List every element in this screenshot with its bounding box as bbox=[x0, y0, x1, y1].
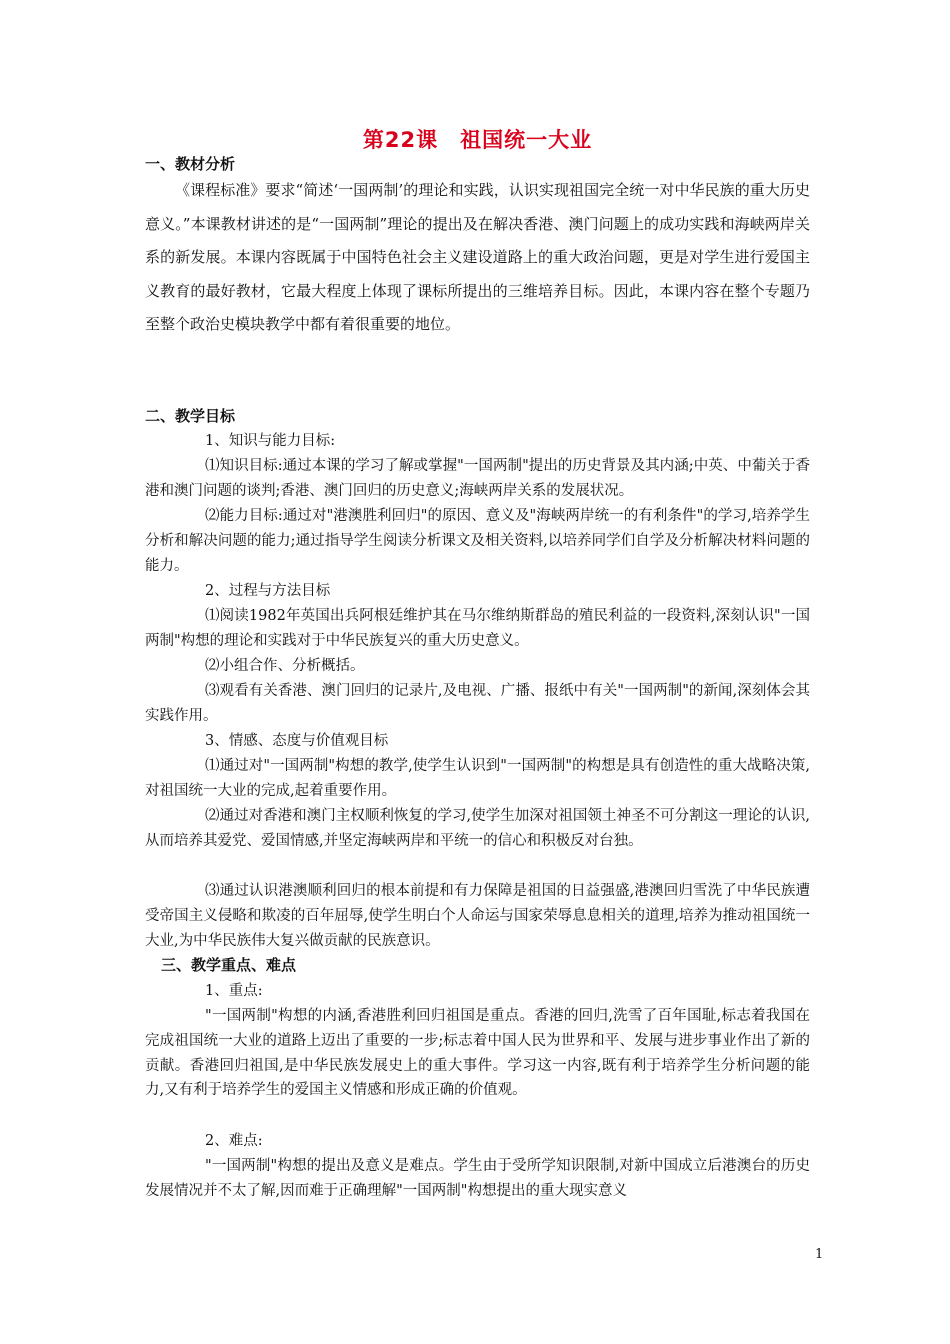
section-heading-1: 一、教材分析 bbox=[145, 155, 236, 173]
paragraph-analysis: 《课程标准》要求“简述‘一国两制’的理论和实践，认识实现祖国完全统一对中华民族的重大历史意义。”本课教材讲述的是“一国两制”理论的提出及在解决香港、澳门问题上的成功实践和海峡两岸关系的新发展。本课内容既属于中国特色社会主义建设道路上的重大政治问题，更是对学生进行爱国主义教育的最好教材，它最大程度上体现了课标所提出的三维培养目标。因此，本课内容在整个专题乃至整个政治史模块教学中都有着很重要的地位。 bbox=[145, 181, 810, 333]
goal-paragraph: ⑵能力目标:通过对"港澳胜利回归"的原因、意义及"海峡两岸统一的有利条件"的学习,培养学生分析和解决问题的能力;通过指导学生阅读分析课文及相关资料,以培养同学们自学及分析解决材料问题的能力。 bbox=[145, 508, 810, 574]
page-title: 第22课 祖国统一大业 bbox=[362, 128, 593, 152]
goal-paragraph: ⑵通过对香港和澳门主权顺利恢复的学习,使学生加深对祖国领土神圣不可分割这一理论的认识,从而培养其爱党、爱国情感,并坚定海峡两岸和平统一的信心和积极反对台独。 bbox=[145, 808, 810, 849]
goal-heading-2: 2、过程与方法目标 bbox=[205, 583, 331, 599]
section-heading-2: 二、教学目标 bbox=[145, 407, 236, 425]
goal-paragraph: ⑴阅读1982年英国出兵阿根廷维护其在马尔维纳斯群岛的殖民利益的一段资料,深刻认识"一国两制"构想的理论和实践对于中华民族复兴的重大历史意义。 bbox=[145, 608, 810, 649]
goal-paragraph: ⑴通过对"一国两制"构想的教学,使学生认识到"一国两制"的构想是具有创造性的重大战略决策,对祖国统一大业的完成,起着重要作用。 bbox=[145, 758, 810, 799]
goal-paragraph: ⑴知识目标:通过本课的学习了解或掌握"一国两制"提出的历史背景及其内涵;中英、中葡关于香港和澳门问题的谈判;香港、澳门回归的历史意义;海峡两岸关系的发展状况。 bbox=[145, 458, 810, 499]
goal-heading-1: 1、知识与能力目标: bbox=[205, 433, 336, 449]
key-paragraph: "一国两制"构想的内涵,香港胜利回归祖国是重点。香港的回归,洗雪了百年国耻,标志着我国在完成祖国统一大业的道路上迈出了重要的一步;标志着中国人民为世界和平、发展与进步事业作出了新的贡献。香港回归祖国,是中华民族发展史上的重大事件。学习这一内容,既有利于培养学生分析问题的能力,又有利于培养学生的爱国主义情感和形成正确的价值观。 bbox=[145, 1008, 810, 1099]
key-paragraph: "一国两制"构想的提出及意义是难点。学生由于受所学知识限制,对新中国成立后港澳台的历史发展情况并不太了解,因而难于正确理解"一国两制"构想提出的重大现实意义 bbox=[145, 1158, 810, 1199]
goal-paragraph: ⑵小组合作、分析概括。 bbox=[205, 658, 365, 674]
page-number: 1 bbox=[815, 1247, 824, 1262]
goal-paragraph: ⑶通过认识港澳顺利回归的根本前提和有力保障是祖国的日益强盛,港澳回归雪洗了中华民族遭受帝国主义侵略和欺凌的百年屈辱,使学生明白个人命运与国家荣辱息息相关的道理,培养为推动祖国统一大业,为中华民族伟大复兴做贡献的民族意识。 bbox=[145, 883, 810, 949]
goal-heading-3: 3、情感、态度与价值观目标 bbox=[205, 733, 389, 749]
key-heading-1: 1、重点: bbox=[205, 983, 263, 999]
section-heading-3: 三、教学重点、难点 bbox=[161, 956, 297, 974]
goal-paragraph: ⑶观看有关香港、澳门回归的记录片,及电视、广播、报纸中有关"一国两制"的新闻,深刻体会其实践作用。 bbox=[145, 683, 810, 724]
key-heading-2: 2、难点: bbox=[205, 1133, 263, 1149]
